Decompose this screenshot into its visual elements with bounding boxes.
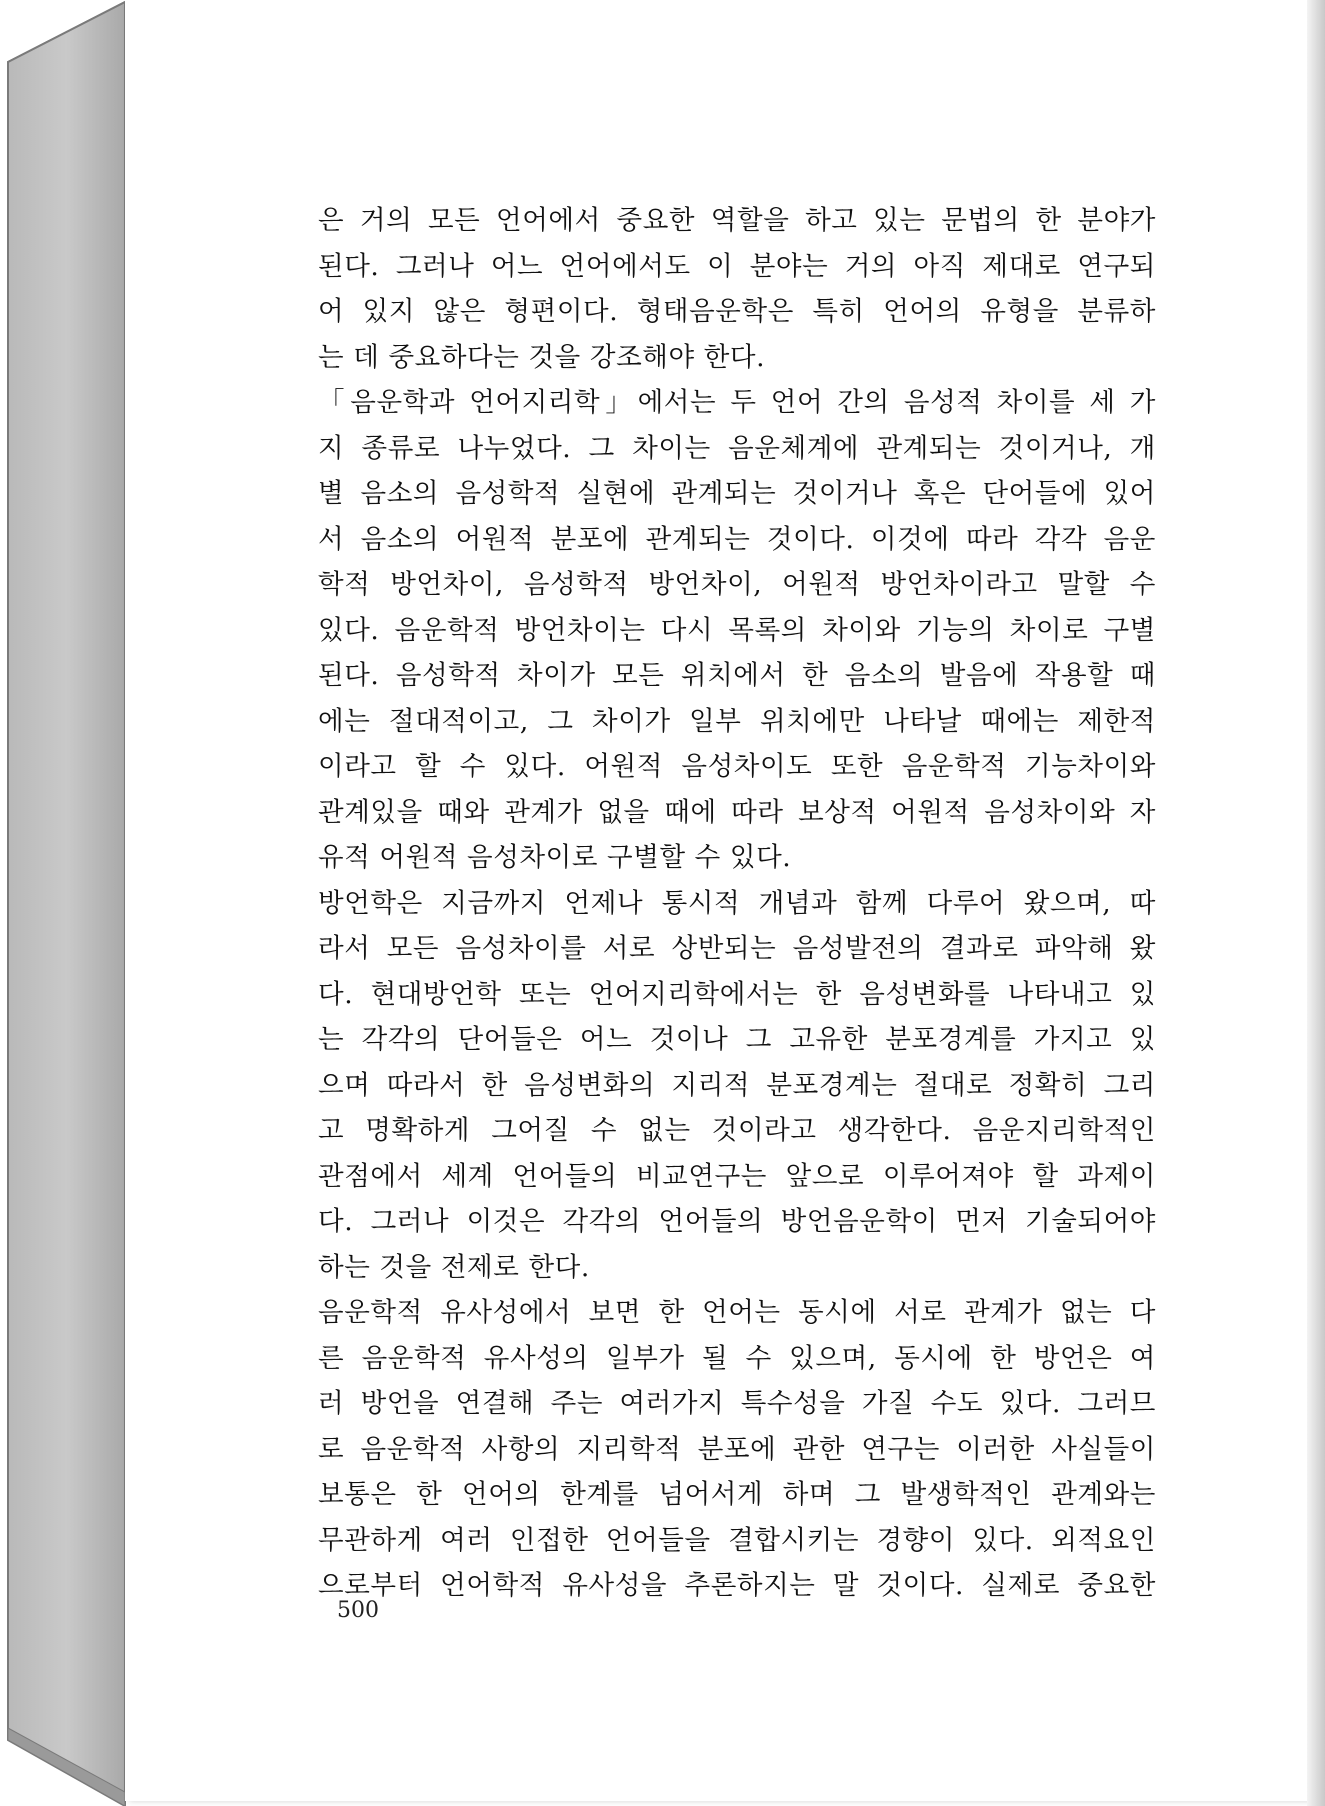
text-line: 고 명확하게 그어질 수 없는 것이라고 생각한다. 음운지리학적인	[318, 1115, 1156, 1146]
text-line: 른 음운학적 유사성의 일부가 될 수 있으며, 동시에 한 방언은 여	[318, 1342, 1156, 1374]
text-line: 다. 현대방언학 또는 언어지리학에서는 한 음성변화를 나타내고 있	[318, 978, 1156, 1010]
text-line: 된다. 음성학적 차이가 모든 위치에서 한 음소의 발음에 작용할 때	[318, 660, 1156, 691]
text-line: 는 데 중요하다는 것을 강조해야 한다.	[318, 341, 766, 373]
text-line: 러 방언을 연결해 주는 여러가지 특수성을 가질 수도 있다. 그러므	[318, 1388, 1156, 1419]
text-line: 「음운학과 언어지리학」에서는 두 언어 간의 음성적 차이를 세 가	[318, 387, 1156, 418]
page-number: 500	[337, 1598, 379, 1623]
text-line: 별 음소의 음성학적 실현에 관계되는 것이거나 혹은 단어들에 있어	[318, 478, 1156, 509]
text-line: 서 음소의 어원적 분포에 관계되는 것이다. 이것에 따라 각각 음운	[318, 523, 1156, 555]
text-line: 는 각각의 단어들은 어느 것이나 그 고유한 분포경계를 가지고 있	[318, 1024, 1156, 1055]
text-line: 어 있지 않은 형편이다. 형태음운학은 특히 언어의 유형을 분류하	[318, 296, 1156, 327]
text-line: 하는 것을 전제로 한다.	[318, 1251, 590, 1283]
text-line: 있다. 음운학적 방언차이는 다시 목록의 차이와 기능의 차이로 구별	[318, 614, 1156, 646]
text-line: 으며 따라서 한 음성변화의 지리적 분포경계는 절대로 정확히 그리	[318, 1069, 1156, 1101]
text-line: 은 거의 모든 언어에서 중요한 역할을 하고 있는 문법의 한 분야가	[318, 205, 1156, 236]
text-line: 이라고 할 수 있다. 어원적 음성차이도 또한 음운학적 기능차이와	[318, 751, 1156, 782]
text-line: 무관하게 여러 인접한 언어들을 결합시키는 경향이 있다. 외적요인	[318, 1524, 1156, 1556]
text-line: 관점에서 세계 언어들의 비교연구는 앞으로 이루어져야 할 과제이	[318, 1160, 1156, 1192]
text-line: 에는 절대적이고, 그 차이가 일부 위치에만 나타날 때에는 제한적	[318, 705, 1156, 737]
text-line: 라서 모든 음성차이를 서로 상반되는 음성발전의 결과로 파악해 왔	[318, 933, 1156, 964]
text-line: 로 음운학적 사항의 지리학적 분포에 관한 연구는 이러한 사실들이	[318, 1433, 1156, 1465]
text-line: 된다. 그러나 어느 언어에서도 이 분야는 거의 아직 제대로 연구되	[318, 250, 1156, 282]
text-line: 음운학적 유사성에서 보면 한 언어는 동시에 서로 관계가 없는 다	[318, 1297, 1156, 1328]
text-line: 유적 어원적 음성차이로 구별할 수 있다.	[318, 842, 792, 873]
body-text	[318, 198, 1156, 1609]
text-line: 보통은 한 언어의 한계를 넘어서게 하며 그 발생학적인 관계와는	[318, 1479, 1156, 1510]
text-line: 방언학은 지금까지 언제나 통시적 개념과 함께 다루어 왔으며, 따	[318, 887, 1156, 919]
page-edge-shadow	[1307, 0, 1325, 1806]
text-line: 다. 그러나 이것은 각각의 언어들의 방언음운학이 먼저 기술되어야	[318, 1206, 1156, 1237]
text-line: 지 종류로 나누었다. 그 차이는 음운체계에 관계되는 것이거나, 개	[318, 432, 1156, 464]
text-line: 으로부터 언어학적 유사성을 추론하지는 말 것이다. 실제로 중요한	[318, 1570, 1156, 1601]
text-line: 관계있을 때와 관계가 없을 때에 따라 보상적 어원적 음성차이와 자	[318, 796, 1156, 828]
text-line: 학적 방언차이, 음성학적 방언차이, 어원적 방언차이라고 말할 수	[318, 569, 1156, 600]
